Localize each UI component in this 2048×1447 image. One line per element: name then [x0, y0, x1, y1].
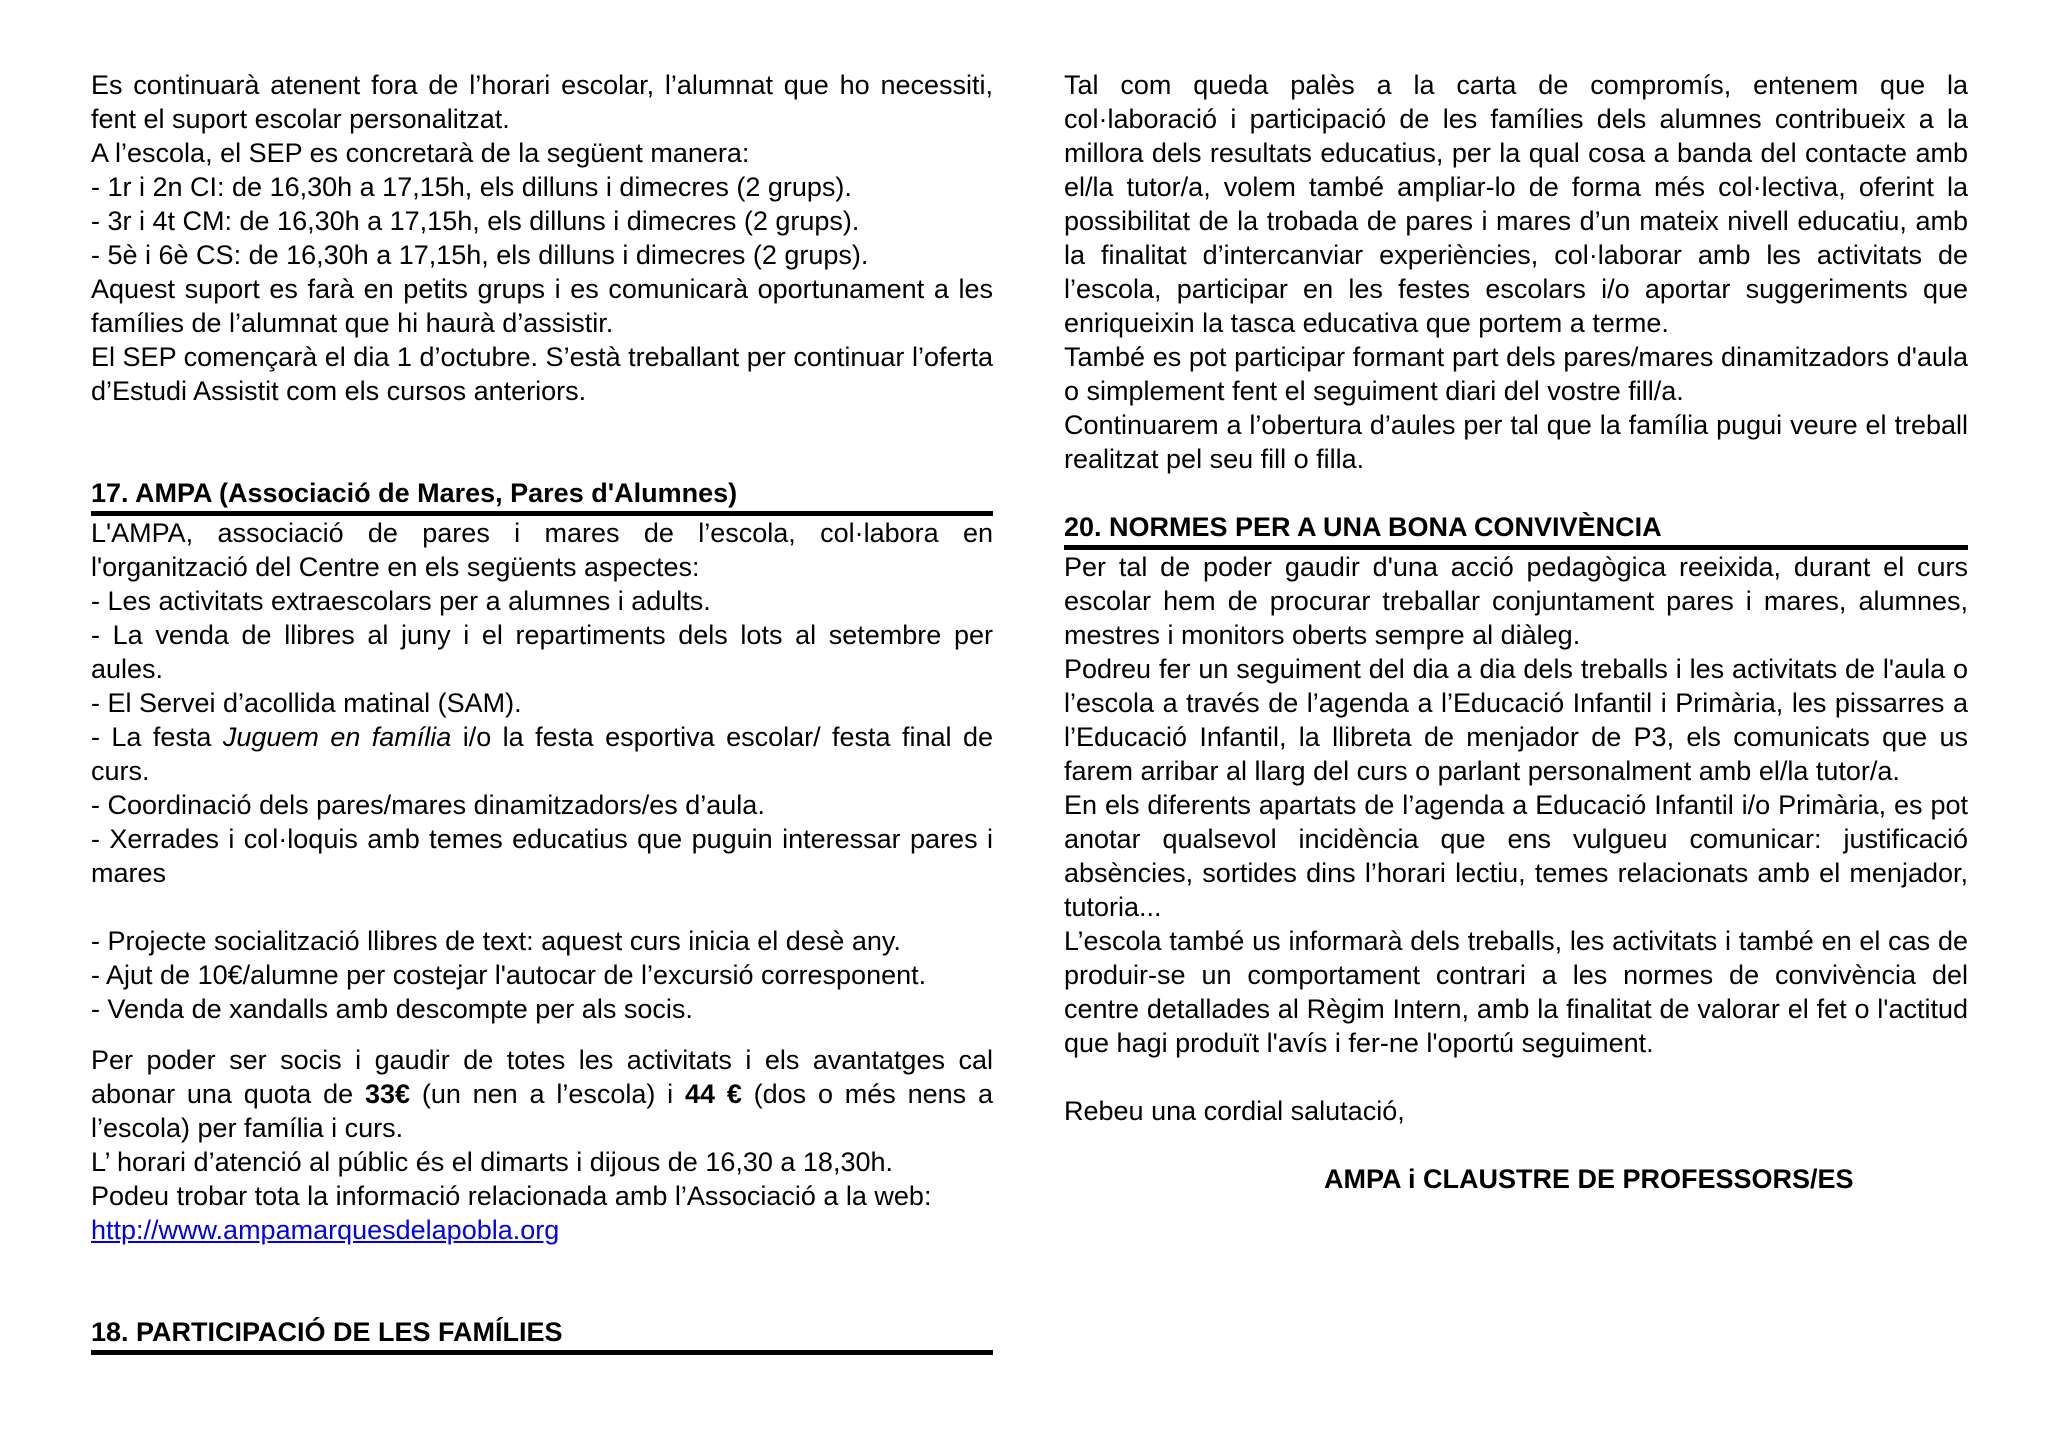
ampa-item-festa: [91, 720, 993, 788]
ampa-horari: L’ horari d’atenció al públic és el dimarts i dijous de 16,30 a 18,30h.: [91, 1147, 893, 1177]
participacio-paragraph-2: També es pot participar formant part dels pares/mares dinamitzadors d'aula o simplement fent el seguiment diari del vostre fill/a.: [1064, 342, 1968, 406]
ampa-item: - Projecte socialització llibres de text: aquest curs inicia el desè any.: [91, 926, 901, 956]
ampa-intro: L'AMPA, associació de pares i mares de l’escola, col·labora en l'organització del Centre en els següents aspectes:: [91, 518, 993, 582]
quota-text-3: (dos o més nens a l’escola) per família i curs.: [91, 1079, 993, 1143]
quota-text-1: Per poder ser socis i gaudir de totes les activitats i els avantatges cal abonar una quota de: [91, 1045, 993, 1109]
normes-paragraph-4: L’escola també us informarà dels treballs, les activitats i també en el cas de produir-se un comportament contrari a les normes de convivència del centre detallades al Règim Intern, amb la finalitat de valorar el fet o l'actitud que hagi produït l'avís i fer-ne l'oportú seguiment.: [1064, 926, 1968, 1058]
ampa-heading: 17. AMPA (Associació de Mares, Pares d'Alumnes): [91, 476, 993, 516]
ampa-item: - Coordinació dels pares/mares dinamitzadors/es d’aula.: [91, 790, 765, 820]
ampa-item: - El Servei d’acollida matinal (SAM).: [91, 688, 522, 718]
participacio-paragraph-3: Continuarem a l’obertura d’aules per tal que la família pugui veure el treball realitzat pel seu fill o filla.: [1064, 410, 1968, 474]
normes-heading: 20. NORMES PER A UNA BONA CONVIVÈNCIA: [1064, 510, 1968, 550]
ampa-item: - La venda de llibres al juny i el repartiments dels lots al setembre per aules.: [91, 620, 993, 684]
festa-prefix: - La festa: [91, 722, 223, 752]
festa-suffix: i/o la festa esportiva escolar/ festa final de curs.: [91, 722, 993, 786]
normes-paragraph-1: Per tal de poder gaudir d'una acció pedagògica reeixida, durant el curs escolar hem de procurar treballar conjuntament pares i mares, alumnes, mestres i monitors oberts sempre al diàleg.: [1064, 552, 1968, 650]
sep-group-cm: - 3r i 4t CM: de 16,30h a 17,15h, els dilluns i dimecres (2 grups).: [91, 206, 860, 236]
participacio-paragraph-1: Tal com queda palès a la carta de compromís, entenem que la col·laboració i participació de les famílies dels alumnes contribueix a la millora dels resultats educatius, per la qual cosa a banda del contacte amb el/la tutor/a, volem també ampliar-lo de forma més col·lectiva, oferint la possibilitat de la trobada de pares i mares d’un mateix nivell educatiu, amb la finalitat d’intercanviar experiències, col·laborar amb les activitats de l’escola, participar en les festes escolars i/o aportar suggeriments que enriqueixin la tasca educativa que portem a terme.: [1064, 70, 1968, 338]
web-text: Podeu trobar tota la informació relacionada amb l’Associació a la web:: [91, 1181, 932, 1211]
quota-text-2: (un nen a l’escola) i: [410, 1079, 685, 1109]
sep-paragraph-1: Es continuarà atenent fora de l’horari escolar, l’alumnat que ho necessiti, fent el suport escolar personalitzat.: [91, 70, 993, 134]
sep-paragraph-3: Aquest suport es farà en petits grups i es comunicarà oportunament a les famílies de l’alumnat que hi haurà d’assistir.: [91, 274, 993, 338]
sep-group-cs: - 5è i 6è CS: de 16,30h a 17,15h, els dilluns i dimecres (2 grups).: [91, 240, 869, 270]
ampa-item: - Ajut de 10€/alumne per costejar l'autocar de l’excursió corresponent.: [91, 960, 927, 990]
ampa-quota: [91, 1043, 993, 1145]
sep-paragraph-2: A l’escola, el SEP es concretarà de la següent manera:: [91, 138, 750, 168]
normes-paragraph-3: En els diferents apartats de l’agenda a Educació Infantil i/o Primària, es pot anotar qualsevol incidència que ens vulgueu comunicar: justificació absències, sortides dins l’horari lectiu, temes relacionats amb el menjador, tutoria...: [1064, 790, 1968, 922]
ampa-web-link[interactable]: http://www.ampamarquesdelapobla.org: [91, 1215, 560, 1245]
left-column: [91, 68, 993, 1355]
sep-paragraph-4: El SEP començarà el dia 1 d’octubre. S’està treballant per continuar l’oferta d’Estudi Assistit com els cursos anteriors.: [91, 342, 993, 406]
quota-amount-one: 33€: [364, 1079, 411, 1109]
quota-amount-two: 44 €: [684, 1079, 742, 1109]
sep-group-ci: - 1r i 2n CI: de 16,30h a 17,15h, els dilluns i dimecres (2 grups).: [91, 172, 852, 202]
signatura: AMPA i CLAUSTRE DE PROFESSORS/ES: [1324, 1164, 1854, 1194]
right-column: [1064, 68, 1968, 1196]
ampa-item: - Les activitats extraescolars per a alumnes i adults.: [91, 586, 711, 616]
salutacio: Rebeu una cordial salutació,: [1064, 1096, 1405, 1126]
participacio-heading: 18. PARTICIPACIÓ DE LES FAMÍLIES: [91, 1315, 993, 1355]
festa-name: Juguem en família: [222, 722, 452, 752]
normes-paragraph-2: Podreu fer un seguiment del dia a dia dels treballs i les activitats de l'aula o l’escola a través de l’agenda a l’Educació Infantil i Primària, les pissarres a l’Educació Infantil, la llibreta de menjador de P3, els comunicats que us farem arribar al llarg del curs o parlant personalment amb el/la tutor/a.: [1064, 654, 1968, 786]
ampa-web: [91, 1179, 951, 1247]
ampa-item: - Venda de xandalls amb descompte per als socis.: [91, 994, 693, 1024]
ampa-item: - Xerrades i col·loquis amb temes educatius que puguin interessar pares i mares: [91, 824, 993, 888]
